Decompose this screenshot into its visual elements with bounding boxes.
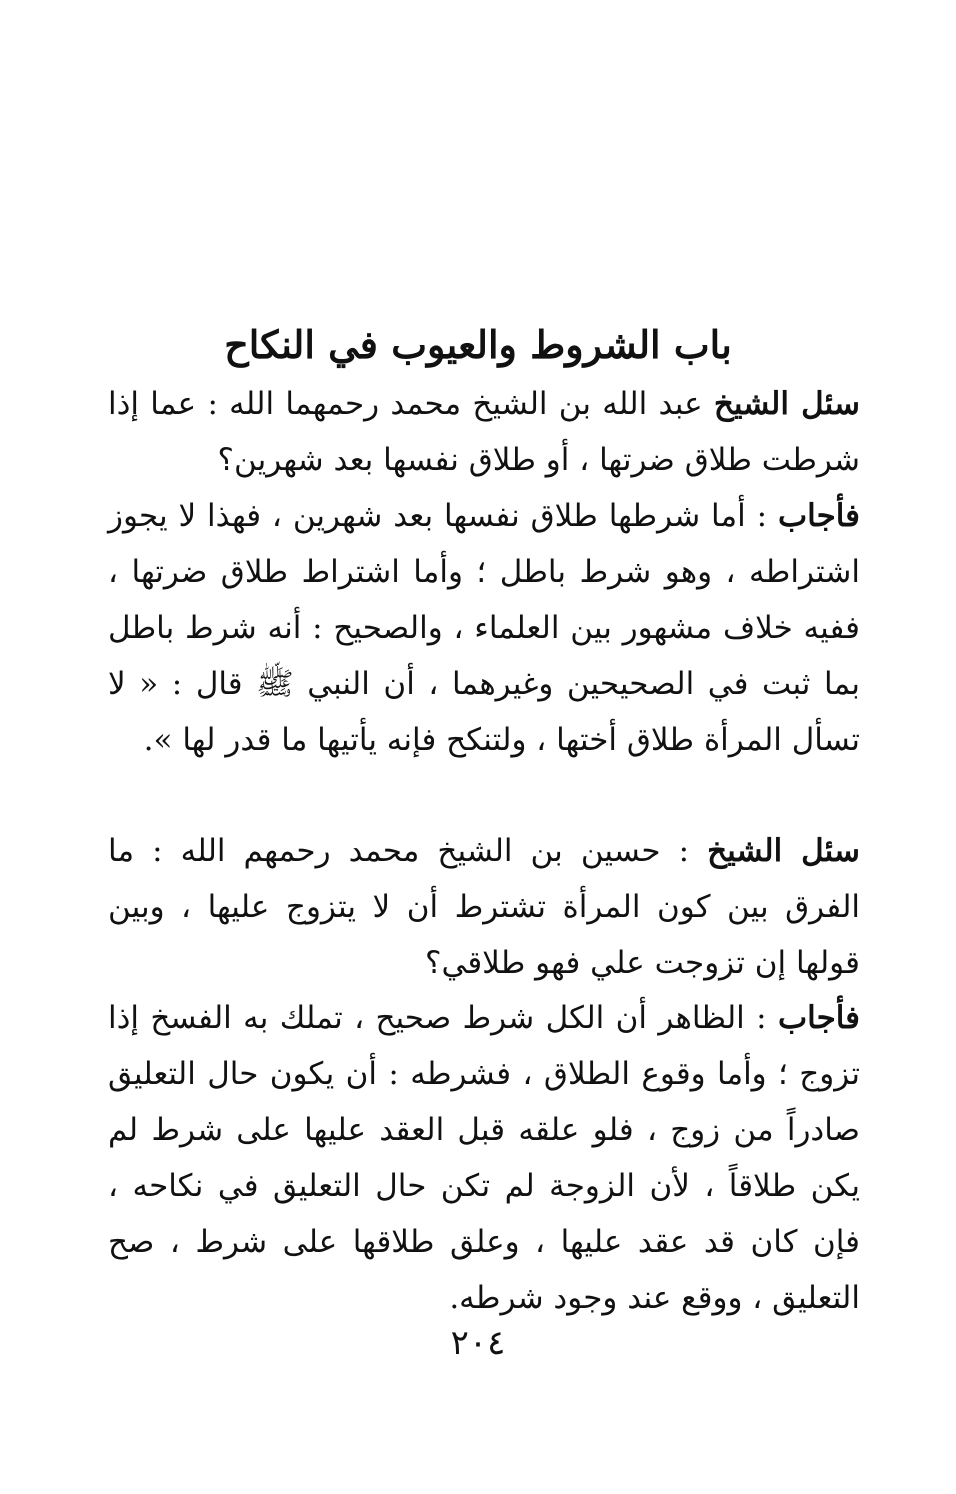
paragraph-body: : أما شرطها طلاق نفسها بعد شهرين ، فهذا لا يجوز اشتراطه ، وهو شرط باطل ؛ وأما اشتراط طلاق ضرتها ، ففيه خلاف مشهور بين العلماء ، والصحيح : أنه شرط باطل بما ثبت في الصحيحين وغيرهما ، أن النبي ﷺ قال : « لا تسأل المرأة طلاق أختها ، ولتنكح فإنه يأتيها ما قدر لها ».	[108, 498, 860, 758]
paragraph-text	[108, 488, 860, 768]
page-title: باب الشروط والعيوب في النكاح	[224, 322, 732, 368]
paragraph-lead: سئل الشيخ	[707, 833, 860, 869]
answer-paragraph-1	[108, 488, 860, 768]
page-number: ٢٠٤	[450, 1323, 506, 1363]
paragraph-text	[108, 376, 860, 488]
paragraph-body: : حسين بن الشيخ محمد رحمهم الله : ما الفرق بين كون المرأة تشترط أن لا يتزوج عليها ، وبين قولها إن تزوجت علي فهو طلاقي؟	[108, 833, 860, 981]
paragraph-body: : الظاهر أن الكل شرط صحيح ، تملك به الفسخ إذا تزوج ؛ وأما وقوع الطلاق ، فشرطه : أن يكون حال التعليق صادراً من زوج ، فلو علقه قبل العقد عليها على شرط لم يكن طلاقاً ، لأن الزوجة لم تكن حال التعليق في نكاحه ، فإن كان قد عقد عليها ، وعلق طلاقها على شرط ، صح التعليق ، ووقع عند وجود شرطه.	[108, 1000, 860, 1316]
paragraph-text	[108, 823, 860, 991]
paragraph-lead: فأجاب	[777, 1000, 860, 1036]
question-paragraph-2	[108, 823, 860, 991]
paragraph-lead: فأجاب	[777, 498, 860, 534]
question-paragraph-1	[108, 376, 860, 488]
paragraph-text	[108, 990, 860, 1326]
paragraph-body: عبد الله بن الشيخ محمد رحمهما الله : عما إذا شرطت طلاق ضرتها ، أو طلاق نفسها بعد شهرين؟	[108, 386, 860, 478]
answer-paragraph-2	[108, 990, 860, 1326]
paragraph-lead: سئل الشيخ	[713, 386, 860, 422]
